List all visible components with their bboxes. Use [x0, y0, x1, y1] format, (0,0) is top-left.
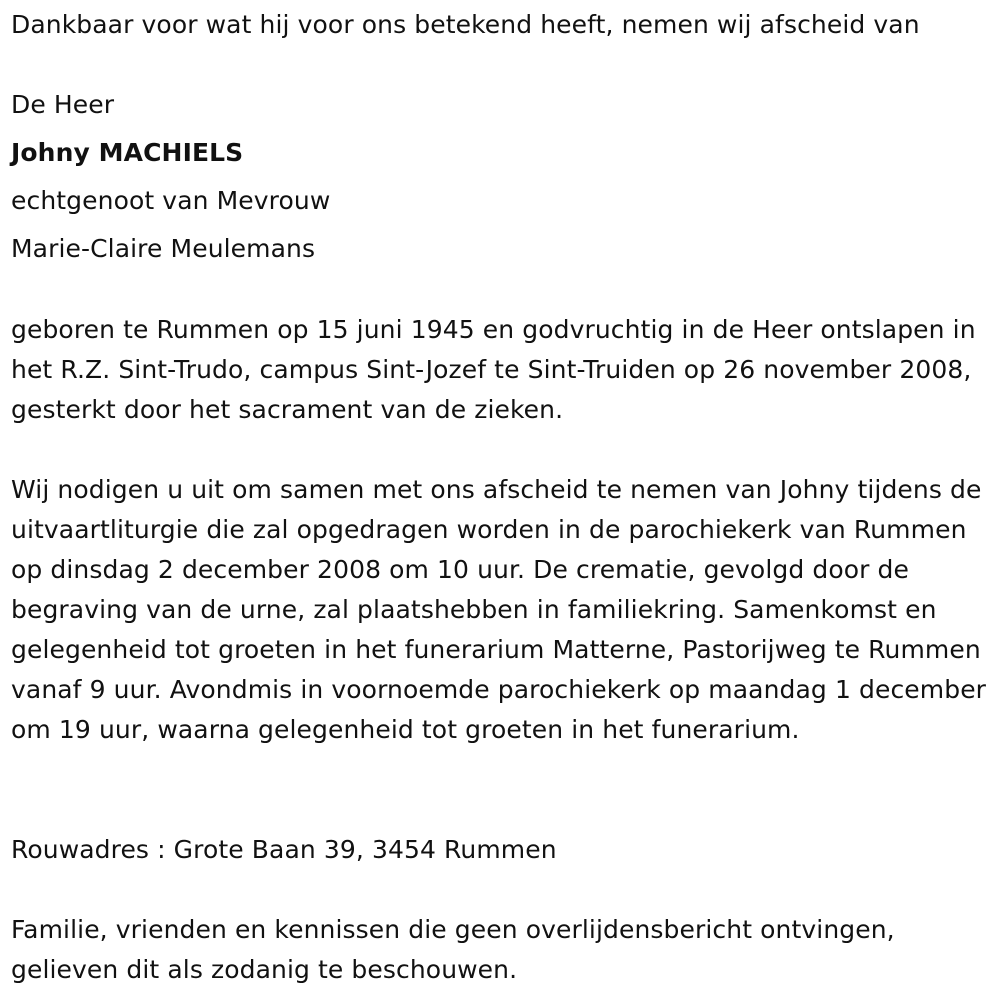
intro-text: Dankbaar voor wat hij voor ons betekend heeft, nemen wij afscheid van — [11, 10, 920, 39]
address-paragraph: Rouwadres : Grote Baan 39, 3454 Rummen — [11, 835, 557, 864]
birth-death-paragraph: geboren te Rummen op 15 juni 1945 en godvruchtig in de Heer ontslapen in het R.Z. Sint-Trudo, campus Sint-Jozef te Sint-Truiden op 26 november 2008, gesterkt door het sacrament van de zieken. — [11, 315, 976, 424]
spouse-name: Marie-Claire Meulemans — [11, 234, 316, 263]
person-relation: echtgenoot van Mevrouw — [11, 186, 331, 215]
closing-paragraph: Familie, vrienden en kennissen die geen overlijdensbericht ontvingen, gelieven dit als zodanig te beschouwen. — [11, 915, 895, 984]
person-name: Johny MACHIELS — [11, 138, 244, 167]
ceremony-paragraph: Wij nodigen u uit om samen met ons afscheid te nemen van Johny tijdens de uitvaartliturgie die zal opgedragen worden in de parochiekerk van Rummen op dinsdag 2 december 2008 om 10 uur. De crematie, gevolgd door de begraving van de urne, zal plaatshebben in familiekring. Samenkomst en gelegenheid tot groeten in het funerarium Matterne, Pastorijweg te Rummen vanaf 9 uur. Avondmis in voornoemde parochiekerk op maandag 1 december om 19 uur, waarna gelegenheid tot groeten in het funerarium. — [11, 475, 987, 744]
person-title: De Heer — [11, 90, 115, 119]
